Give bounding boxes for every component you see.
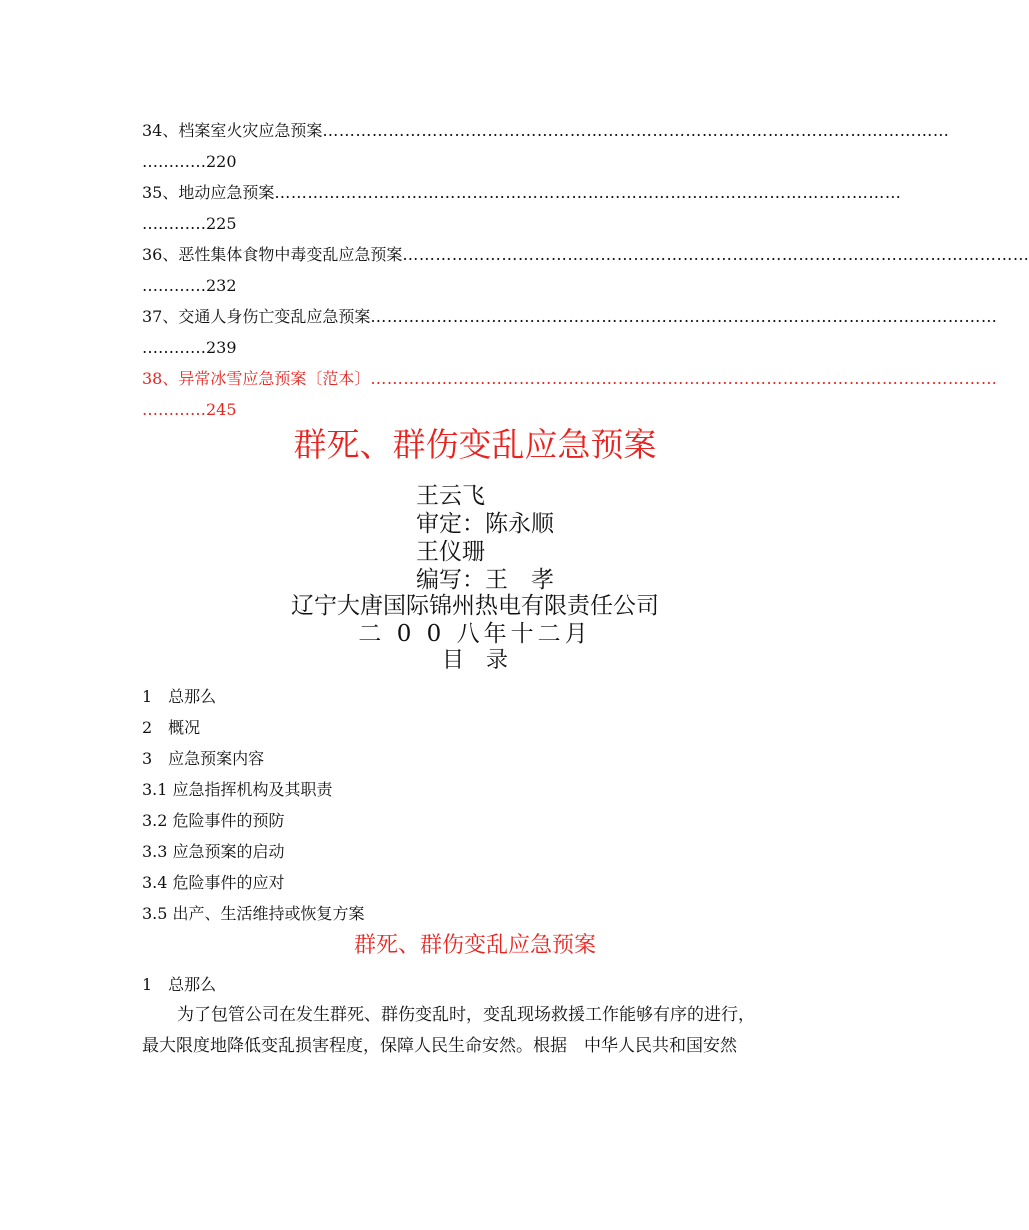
toc-leader-dots: ………… (142, 400, 206, 419)
toc-entry[interactable] (142, 301, 998, 363)
outline-item: 2 概况 (142, 718, 201, 737)
toc-title-line (142, 363, 998, 394)
paragraph-line: 为了包管公司在发生群死、群伤变乱时，变乱现场救援工作能够有序的进行， (177, 1005, 755, 1025)
author-block (416, 482, 554, 594)
company-name: 辽宁大唐国际锦州热电有限责任公司 (291, 593, 659, 619)
toc-entry-title: 38、异常冰雪应急预案〔范本〕 (142, 369, 371, 388)
toc-page-number: 245 (206, 400, 237, 419)
main-title: 群死、群伤变乱应急预案 (293, 425, 657, 464)
toc-title-line (142, 239, 1029, 270)
outline-item: 1 总那么 (142, 687, 217, 706)
outline-list (142, 681, 365, 929)
outline-item: 3.1 应急指挥机构及其职责 (142, 780, 333, 799)
toc-leader-dots: …………………………………………………………………………………………………… (274, 183, 902, 202)
table-of-contents (142, 115, 1029, 425)
toc-entry-title: 37、交通人身伤亡变乱应急预案 (142, 307, 371, 326)
outline-item: 3 应急预案内容 (142, 749, 265, 768)
toc-page-number: 239 (206, 338, 237, 357)
toc-page-line (142, 146, 794, 177)
contents-heading: 目 录 (441, 648, 508, 673)
toc-entry[interactable] (142, 363, 998, 425)
toc-leader-dots: ………… (142, 276, 206, 295)
toc-title-line (142, 115, 950, 146)
paragraph-line: 最大限度地降低变乱损害程度，保障人民生命安然。根据 中华人民共和国安然 (142, 1036, 737, 1056)
outline-item: 3.5 出产、生活维持或恢复方案 (142, 904, 365, 923)
toc-entry-title: 35、地动应急预案 (142, 183, 275, 202)
writer-line: 编写：王 孝 (416, 567, 554, 593)
outline-item: 3.3 应急预案的启动 (142, 842, 285, 861)
toc-leader-dots: …………………………………………………………………………………………………… (370, 369, 998, 388)
publish-date: 二 0 0 八年十二月 (358, 621, 592, 647)
toc-page-line (142, 208, 794, 239)
body-paragraph (142, 1000, 802, 1062)
toc-title-line (142, 177, 902, 208)
outline-item: 3.2 危险事件的预防 (142, 811, 285, 830)
toc-leader-dots: ………… (142, 338, 206, 357)
section-title: 群死、群伤变乱应急预案 (353, 933, 596, 958)
toc-entry[interactable] (142, 239, 1029, 301)
toc-page-line (142, 332, 794, 363)
toc-entry[interactable] (142, 115, 950, 177)
toc-title-line (142, 301, 998, 332)
toc-leader-dots: …………………………………………………………………………………………………… (402, 245, 1029, 264)
toc-entry[interactable] (142, 177, 902, 239)
toc-leader-dots: ………… (142, 152, 206, 171)
toc-page-line (142, 270, 794, 301)
toc-page-number: 220 (206, 152, 237, 171)
toc-page-line (142, 394, 794, 425)
author-line: 王仪珊 (416, 539, 485, 565)
section-heading: 1 总那么 (142, 975, 217, 994)
author-line: 王云飞 (416, 483, 485, 509)
toc-entry-title: 34、档案室火灾应急预案 (142, 121, 323, 140)
outline-item: 3.4 危险事件的应对 (142, 873, 285, 892)
toc-page-number: 232 (206, 276, 237, 295)
toc-leader-dots: …………………………………………………………………………………………………… (370, 307, 998, 326)
toc-leader-dots: …………………………………………………………………………………………………… (322, 121, 950, 140)
toc-leader-dots: ………… (142, 214, 206, 233)
toc-page-number: 225 (206, 214, 237, 233)
reviewer-line: 审定：陈永顺 (416, 511, 554, 537)
toc-entry-title: 36、恶性集体食物中毒变乱应急预案 (142, 245, 403, 264)
